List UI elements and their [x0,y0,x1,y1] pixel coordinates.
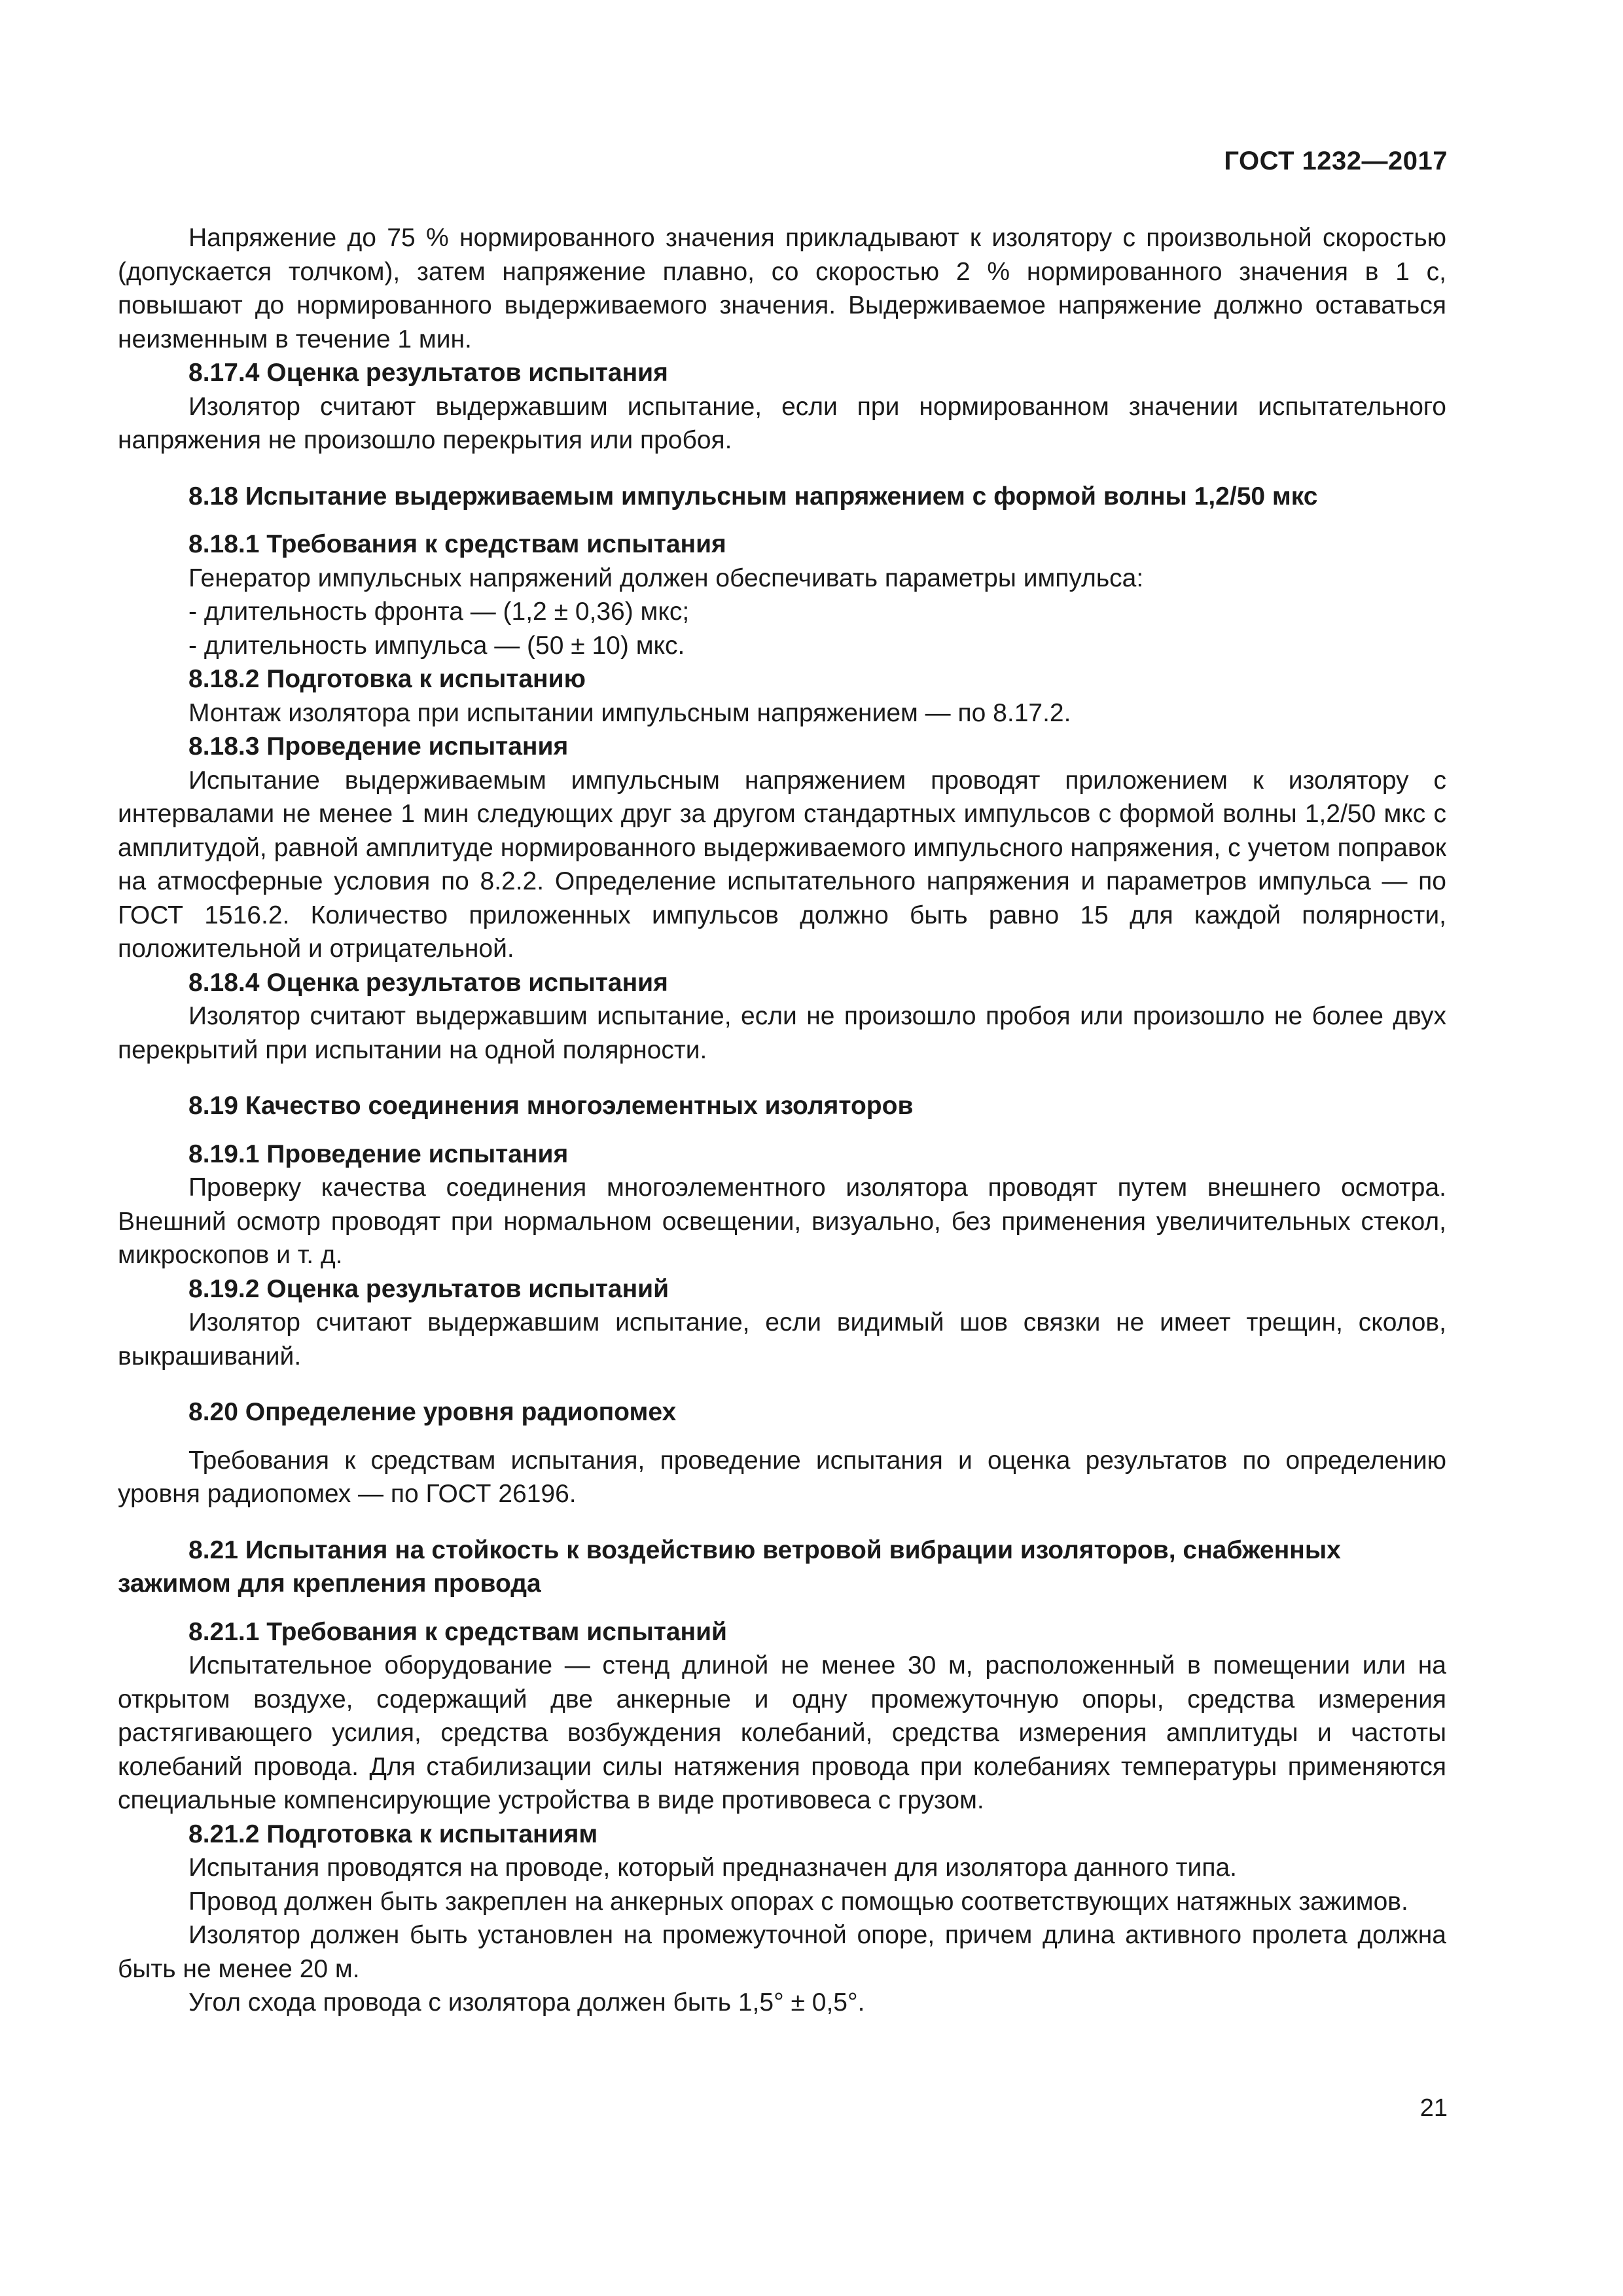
list-item: - длительность импульса — (50 ± 10) мкс. [188,631,685,660]
section-heading: 8.18.1 Требования к средствам испытания [188,530,726,558]
paragraph: Изолятор должен быть установлен на промежуточной опоре, причем длина активного пролета должна быть не менее 20 м. [118,1921,1446,1983]
paragraph: Монтаж изолятора при испытании импульсным напряжением — по 8.17.2. [188,698,1071,727]
paragraph: Угол схода провода с изолятора должен быть 1,5° ± 0,5°. [188,1988,865,2017]
list-item: - длительность фронта — (1,2 ± 0,36) мкс; [188,598,690,626]
paragraph: Генератор импульсных напряжений должен обеспечивать параметры импульса: [188,564,1144,592]
section-heading: 8.18.2 Подготовка к испытанию [188,665,586,693]
page-number: 21 [1419,2094,1448,2122]
section-heading: 8.18.3 Проведение испытания [188,732,569,761]
paragraph: Изолятор считают выдержавшим испытание, если при нормированном значении испытательного напряжения не произошло перекрытия или пробоя. [118,392,1446,454]
section-heading: 8.19.2 Оценка результатов испытаний [188,1274,669,1303]
document-body [118,221,1446,2020]
paragraph: Проверку качества соединения многоэлементного изолятора проводят путем внешнего осмотра. Внешний осмотр проводят при нормальном освещении, визуально, без применения увеличительных стекол, микроскопов и т. д. [118,1174,1446,1269]
paragraph: Испытания проводятся на проводе, который предназначен для изолятора данного типа. [188,1854,1237,1882]
paragraph: Провод должен быть закреплен на анкерных опорах с помощью соответствующих натяжных зажимов. [188,1887,1408,1916]
section-heading: 8.18.4 Оценка результатов испытания [188,968,668,997]
section-heading: 8.21.2 Подготовка к испытаниям [188,1820,598,1848]
paragraph: Изолятор считают выдержавшим испытание, если видимый шов связки не имеет трещин, сколов, выкрашиваний. [118,1308,1446,1371]
section-heading: 8.21 Испытания на стойкость к воздействию ветровой вибрации изоляторов, снабженных зажимом для крепления провода [118,1535,1341,1598]
paragraph: Изолятор считают выдержавшим испытание, если не произошло пробоя или произошло не более двух перекрытий при испытании на одной полярности. [118,1002,1446,1064]
section-heading: 8.21.1 Требования к средствам испытаний [188,1617,728,1646]
section-heading: 8.19.1 Проведение испытания [188,1139,569,1168]
paragraph: Испытание выдерживаемым импульсным напряжением проводят приложением к изолятору с интервалами не менее 1 мин следующих друг за другом стандартных импульсов с формой волны 1,2/50 мкс с амплитудой, равной амплитуде нормированного выдерживаемого импульсного напряжения, с учетом поправок на атмосферные условия по 8.2.2. Определение испытательного напряжения и параметров импульса — по ГОСТ 1516.2. Количество приложенных импульсов должно быть равно 15 для каждой полярности, положительной и отрицательной. [118,766,1446,963]
section-heading: 8.20 Определение уровня радиопомех [188,1398,677,1426]
section-heading: 8.18 Испытание выдерживаемым импульсным напряжением с формой волны 1,2/50 мкс [188,482,1318,511]
paragraph: Напряжение до 75 % нормированного значения прикладывают к изолятору с произвольной скоростью (допускается толчком), затем напряжение плавно, со скоростью 2 % нормированного значения в 1 с, повышают до нормированного выдерживаемого значения. Выдерживаемое напряжение должно оставаться неизменным в течение 1 мин. [118,224,1446,353]
section-heading: 8.17.4 Оценка результатов испытания [188,359,668,387]
section-heading: 8.19 Качество соединения многоэлементных изоляторов [188,1092,914,1120]
paragraph: Испытательное оборудование — стенд длиной не менее 30 м, расположенный в помещении или на открытом воздухе, содержащий две анкерные и одну промежуточную опоры, средства измерения растягивающего усилия, средства возбуждения колебаний, средства измерения амплитуды и частоты колебаний провода. Для стабилизации силы натяжения провода при колебаниях температуры применяются специальные компенсирующие устройства в виде противовеса с грузом. [118,1651,1446,1814]
paragraph: Требования к средствам испытания, проведение испытания и оценка результатов по определению уровня радиопомех — по ГОСТ 26196. [118,1446,1446,1508]
document-header: ГОСТ 1232—2017 [1224,147,1448,175]
